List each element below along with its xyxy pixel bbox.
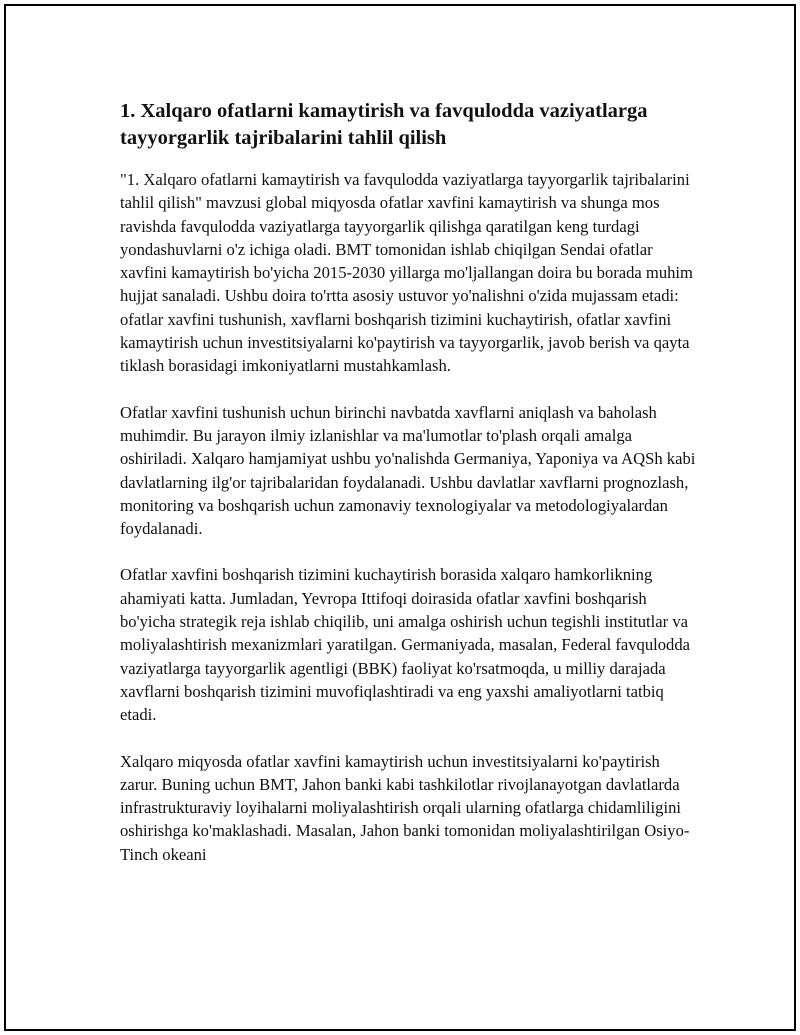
document-body: [120, 98, 700, 889]
paragraph-3: Ofatlar xavfini boshqarish tizimini kuchaytirish borasida xalqaro hamkorlikning ahamiyati katta. Jumladan, Yevropa Ittifoqi doirasida ofatlar xavfini boshqarish bo'yicha strategik reja ishlab chiqilib, uni amalga oshirish uchun tegishli institutlar va moliyalashtirish mexanizmlari yaratilgan. Germaniyada, masalan, Federal favqulodda vaziyatlarga tayyorgarlik agentligi (BBK) faoliyat ko'rsatmoqda, u milliy darajada xavflarni boshqarish tizimini muvofiqlashtiradi va eng yaxshi amaliyotlarni tatbiq etadi.: [120, 565, 690, 725]
paragraph-1: "1. Xalqaro ofatlarni kamaytirish va favqulodda vaziyatlarga tayyorgarlik tajribalarini tahlil qilish" mavzusi global miqyosda ofatlar xavfini kamaytirish va shunga mos ravishda favqulodda vaziyatlarga tayyorgarlik qilishga qaratilgan keng turdagi yondashuvlarni o'z ichiga oladi. BMT tomonidan ishlab chiqilgan Sendai ofatlar xavfini kamaytirish bo'yicha 2015-2030 yillarga mo'ljallangan doira bu borada muhim hujjat sanaladi. Ushbu doira to'rtta asosiy ustuvor yo'nalishni o'zida mujassam etadi: ofatlar xavfini tushunish, xavflarni boshqarish tizimini kuchaytirish, ofatlar xavfini kamaytirish uchun investitsiyalarni ko'paytirish va tayyorgarlik, javob berish va qayta tiklash borasidagi imkoniyatlarni mustahkamlash.: [120, 170, 693, 376]
paragraph-4: Xalqaro miqyosda ofatlar xavfini kamaytirish uchun investitsiyalarni ko'paytirish zarur. Buning uchun BMT, Jahon banki kabi tashkilotlar rivojlanayotgan davlatlarda infrastrukturaviy loyihalarni moliyalashtirish orqali ularning ofatlarga chidamliligini oshirishga ko'maklashadi. Masalan, Jahon banki tomonidan moliyalashtirilgan Osiyo-Tinch okeani: [120, 751, 690, 864]
section-heading: 1. Xalqaro ofatlarni kamaytirish va favqulodda vaziyatlarga tayyorgarlik tajribalarini tahlil qilish: [120, 100, 648, 149]
paragraph-2: Ofatlar xavfini tushunish uchun birinchi navbatda xavflarni aniqlash va baholash muhimdir. Bu jarayon ilmiy izlanishlar va ma'lumotlar to'plash orqali amalga oshiriladi. Xalqaro hamjamiyat ushbu yo'nalishda Germaniya, Yaponiya va AQSh kabi davlatlarning ilg'or tajribalaridan foydalanadi. Ushbu davlatlar xavflarni prognozlash, monitoring va boshqarish uchun zamonaviy texnologiyalar va metodologiyalardan foydalanadi.: [120, 402, 696, 539]
page-frame: [4, 4, 796, 1031]
